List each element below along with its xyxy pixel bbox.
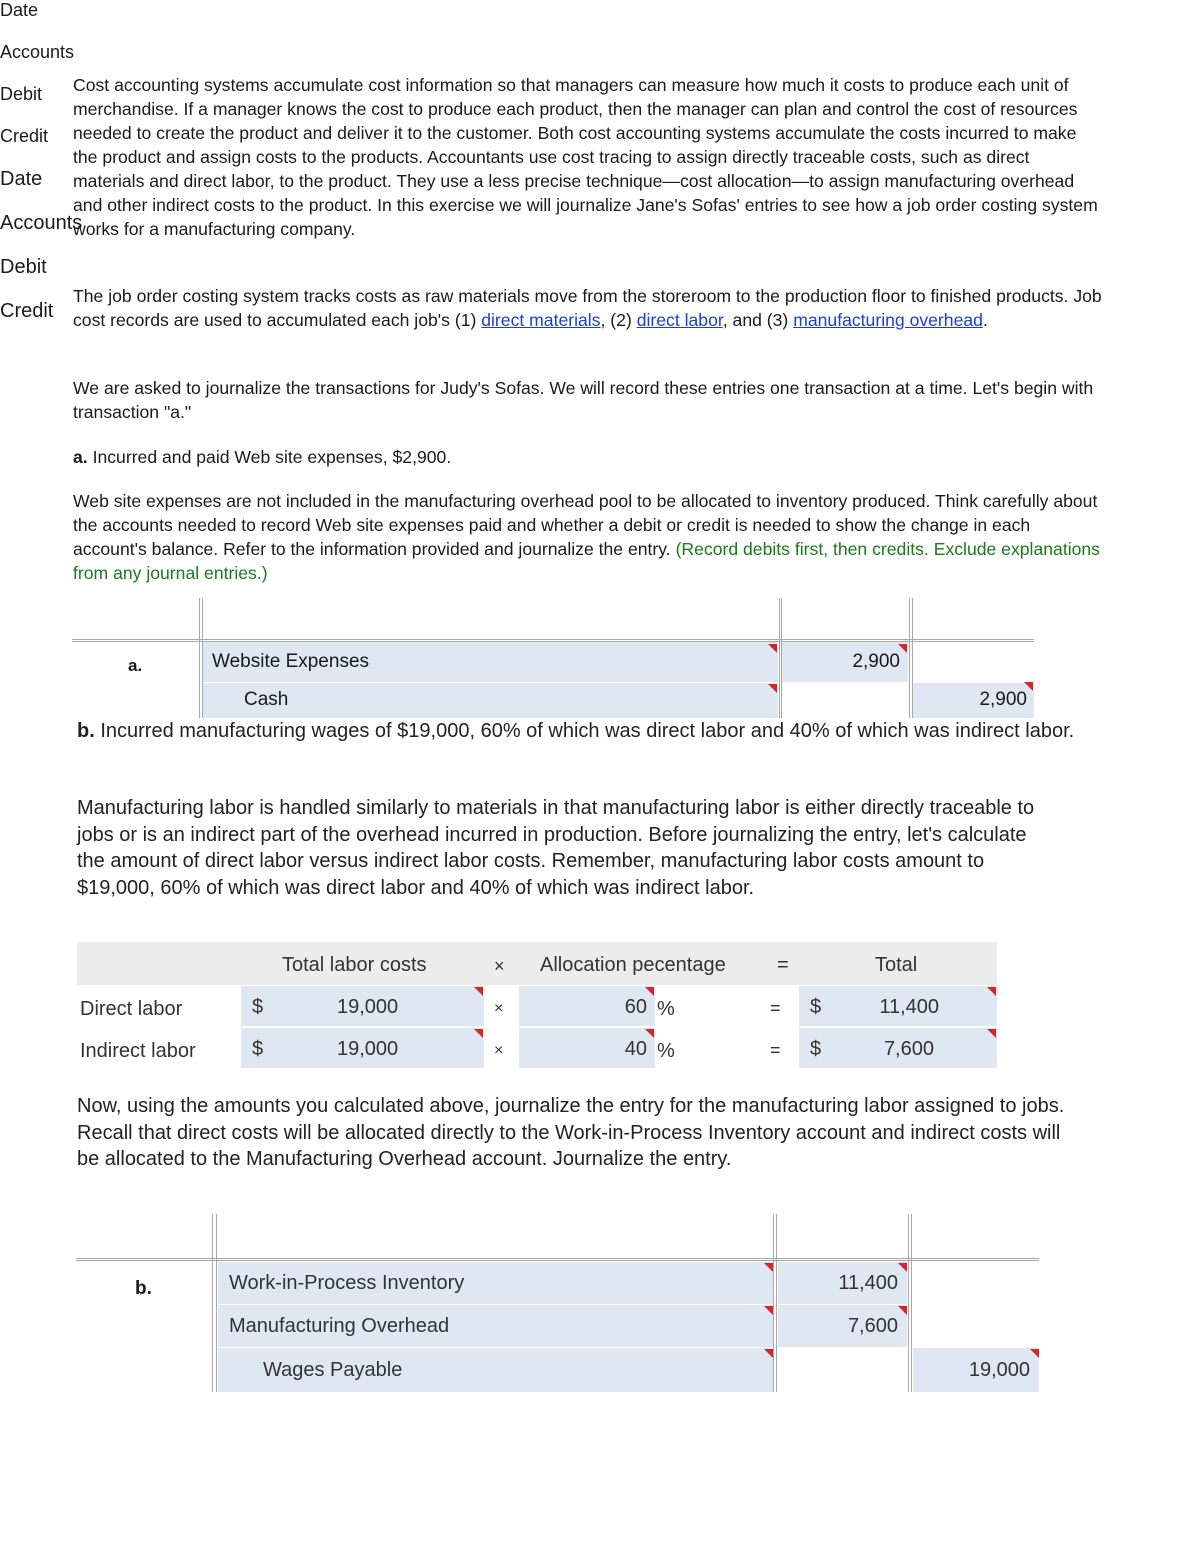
allocation-indirect: 40 bbox=[624, 1038, 647, 1060]
debit-a1: 2,900 bbox=[852, 651, 900, 672]
calc-header-times: × bbox=[494, 956, 505, 976]
transaction-a-label: a. bbox=[73, 447, 88, 467]
calc-header-equals: = bbox=[777, 954, 789, 976]
account-b3: Wages Payable bbox=[263, 1359, 403, 1381]
instructions-note: (Record debits first, then credits. Exclude explanations from any journal entries.) bbox=[73, 539, 1100, 583]
dropdown-marker bbox=[768, 684, 777, 693]
calc-header-total-labor: Total labor costs bbox=[282, 954, 427, 976]
total-labor-indirect: 19,000 bbox=[337, 1038, 399, 1060]
times-sign: × bbox=[494, 1000, 504, 1017]
calc-header-allocation: Allocation pecentage bbox=[540, 954, 726, 976]
header-date: Date bbox=[0, 0, 39, 20]
transaction-b-label: b. bbox=[77, 720, 95, 742]
input-marker bbox=[987, 1029, 996, 1038]
intro-p2-text: The job order costing system tracks costs as raw materials move from the storeroom to the production floor to finished products. Job cost records are used to accumulated each job's (1) bbox=[73, 286, 1102, 330]
debit-input-a2[interactable] bbox=[782, 683, 908, 718]
dropdown-marker bbox=[764, 1349, 773, 1358]
input-marker bbox=[1030, 1349, 1039, 1358]
equals-sign: = bbox=[770, 998, 781, 1018]
percent-sign: % bbox=[657, 1040, 675, 1062]
header-accounts: Accounts bbox=[0, 42, 75, 62]
credit-input-a1[interactable] bbox=[913, 642, 1034, 682]
header-credit: Credit bbox=[0, 300, 54, 322]
account-a2: Cash bbox=[244, 689, 289, 710]
input-marker bbox=[474, 1029, 483, 1038]
labor-explanation: Manufacturing labor is handled similarly to materials in that manufacturing labor is either directly traceable to jobs or is an indirect part of the overhead incurred in production. Before journalizing the entry, let's calculate the amount of direct labor versus indirect labor costs. Remember, manufacturing labor costs amount to $19,000, 60% of which was direct labor and 40% of which was indirect labor. bbox=[77, 797, 1035, 899]
dollar-sign: $ bbox=[252, 1038, 264, 1060]
intro-paragraph-5 bbox=[73, 489, 1103, 585]
calc-row-label-direct: Direct labor bbox=[80, 998, 183, 1020]
allocation-direct: 60 bbox=[624, 996, 647, 1018]
account-select-a2[interactable] bbox=[203, 683, 778, 718]
credit-input-b1[interactable] bbox=[913, 1262, 1039, 1304]
times-sign: × bbox=[494, 1042, 504, 1059]
input-marker bbox=[645, 987, 654, 996]
total-labor-direct: 19,000 bbox=[337, 996, 399, 1018]
header-debit: Debit bbox=[0, 84, 43, 104]
dropdown-marker bbox=[768, 644, 777, 653]
calc-header-result: Total bbox=[875, 954, 918, 976]
header-debit: Debit bbox=[0, 256, 47, 278]
header-accounts: Accounts bbox=[0, 212, 83, 234]
input-marker bbox=[898, 1263, 907, 1272]
credit-a2: 2,900 bbox=[979, 689, 1027, 710]
intro-p2-sep2: , and (3) bbox=[722, 310, 794, 330]
credit-input-b2[interactable] bbox=[913, 1305, 1039, 1347]
equals-sign: = bbox=[770, 1040, 781, 1060]
transaction-a-desc: Incurred and paid Web site expenses, $2,900. bbox=[87, 447, 452, 467]
account-b1: Work-in-Process Inventory bbox=[229, 1272, 465, 1294]
debit-input-b3[interactable] bbox=[778, 1348, 907, 1392]
direct-labor-link[interactable]: direct labor bbox=[636, 310, 723, 330]
intro-paragraph-2 bbox=[73, 284, 1103, 332]
calc-row-label-indirect: Indirect labor bbox=[80, 1040, 196, 1062]
dollar-sign: $ bbox=[810, 996, 822, 1018]
dropdown-marker bbox=[764, 1263, 773, 1272]
manufacturing-overhead-link[interactable]: manufacturing overhead bbox=[793, 310, 983, 330]
percent-sign: % bbox=[657, 998, 675, 1020]
dollar-sign: $ bbox=[252, 996, 264, 1018]
transaction-a-text bbox=[73, 445, 1103, 469]
journal-a-date: a. bbox=[128, 656, 143, 675]
intro-p2-sep1: , (2) bbox=[600, 310, 637, 330]
input-marker bbox=[645, 1029, 654, 1038]
dropdown-marker bbox=[764, 1306, 773, 1315]
result-direct: 11,400 bbox=[879, 996, 939, 1018]
journal-b-date: b. bbox=[135, 1278, 152, 1299]
input-marker bbox=[898, 1306, 907, 1315]
debit-b2: 7,600 bbox=[847, 1315, 898, 1337]
intro-p2-end: . bbox=[982, 310, 988, 330]
journalize-instructions: Now, using the amounts you calculated above, journalize the entry for the manufacturing labor assigned to jobs. Recall that direct costs will be allocated directly to the Work-in-Process Inventory account and indirect costs will be allocated to the Manufacturing Overhead account. Journalize the entry. bbox=[77, 1095, 1065, 1170]
header-credit: Credit bbox=[0, 126, 49, 146]
account-a1: Website Expenses bbox=[212, 651, 370, 672]
input-marker bbox=[474, 987, 483, 996]
input-marker bbox=[1024, 682, 1033, 691]
header-date: Date bbox=[0, 168, 43, 190]
account-b2: Manufacturing Overhead bbox=[229, 1315, 450, 1337]
result-indirect: 7,600 bbox=[883, 1038, 934, 1060]
intro-paragraph-1: Cost accounting systems accumulate cost information so that managers can measure how much it costs to produce each unit of merchandise. If a manager knows the cost to produce each product, then the manager can plan and control the cost of resources needed to create the product and deliver it to the customer. Both cost accounting systems accumulate the costs incurred to make the product and assign costs to the products. Accountants use cost tracing to assign directly traceable costs, such as direct materials and direct labor, to the product. They use a less precise technique—cost allocation—to assign manufacturing overhead and other indirect costs to the product. In this exercise we will journalize Jane's Sofas' entries to see how a job order costing system works for a manufacturing company. bbox=[73, 75, 1098, 239]
input-marker bbox=[898, 644, 907, 653]
instructions-text: Web site expenses are not included in the manufacturing overhead pool to be allocated to inventory produced. Think carefully about the accounts needed to record Web site expenses paid and whether a debit or credit is needed to show the change in each account's balance. Refer to the information provided and journalize the entry. bbox=[73, 491, 1098, 559]
intro-paragraph-3: We are asked to journalize the transactions for Judy's Sofas. We will record these entries one transaction at a time. Let's begin with transaction "a." bbox=[73, 378, 1094, 422]
debit-b1: 11,400 bbox=[838, 1272, 898, 1294]
credit-b3: 19,000 bbox=[968, 1359, 1030, 1381]
transaction-b-text bbox=[77, 718, 1077, 745]
input-marker bbox=[987, 987, 996, 996]
dollar-sign: $ bbox=[810, 1038, 822, 1060]
transaction-b-desc: Incurred manufacturing wages of $19,000, 60% of which was direct labor and 40% of which was indirect labor. bbox=[94, 720, 1075, 742]
direct-materials-link[interactable]: direct materials bbox=[481, 310, 601, 330]
